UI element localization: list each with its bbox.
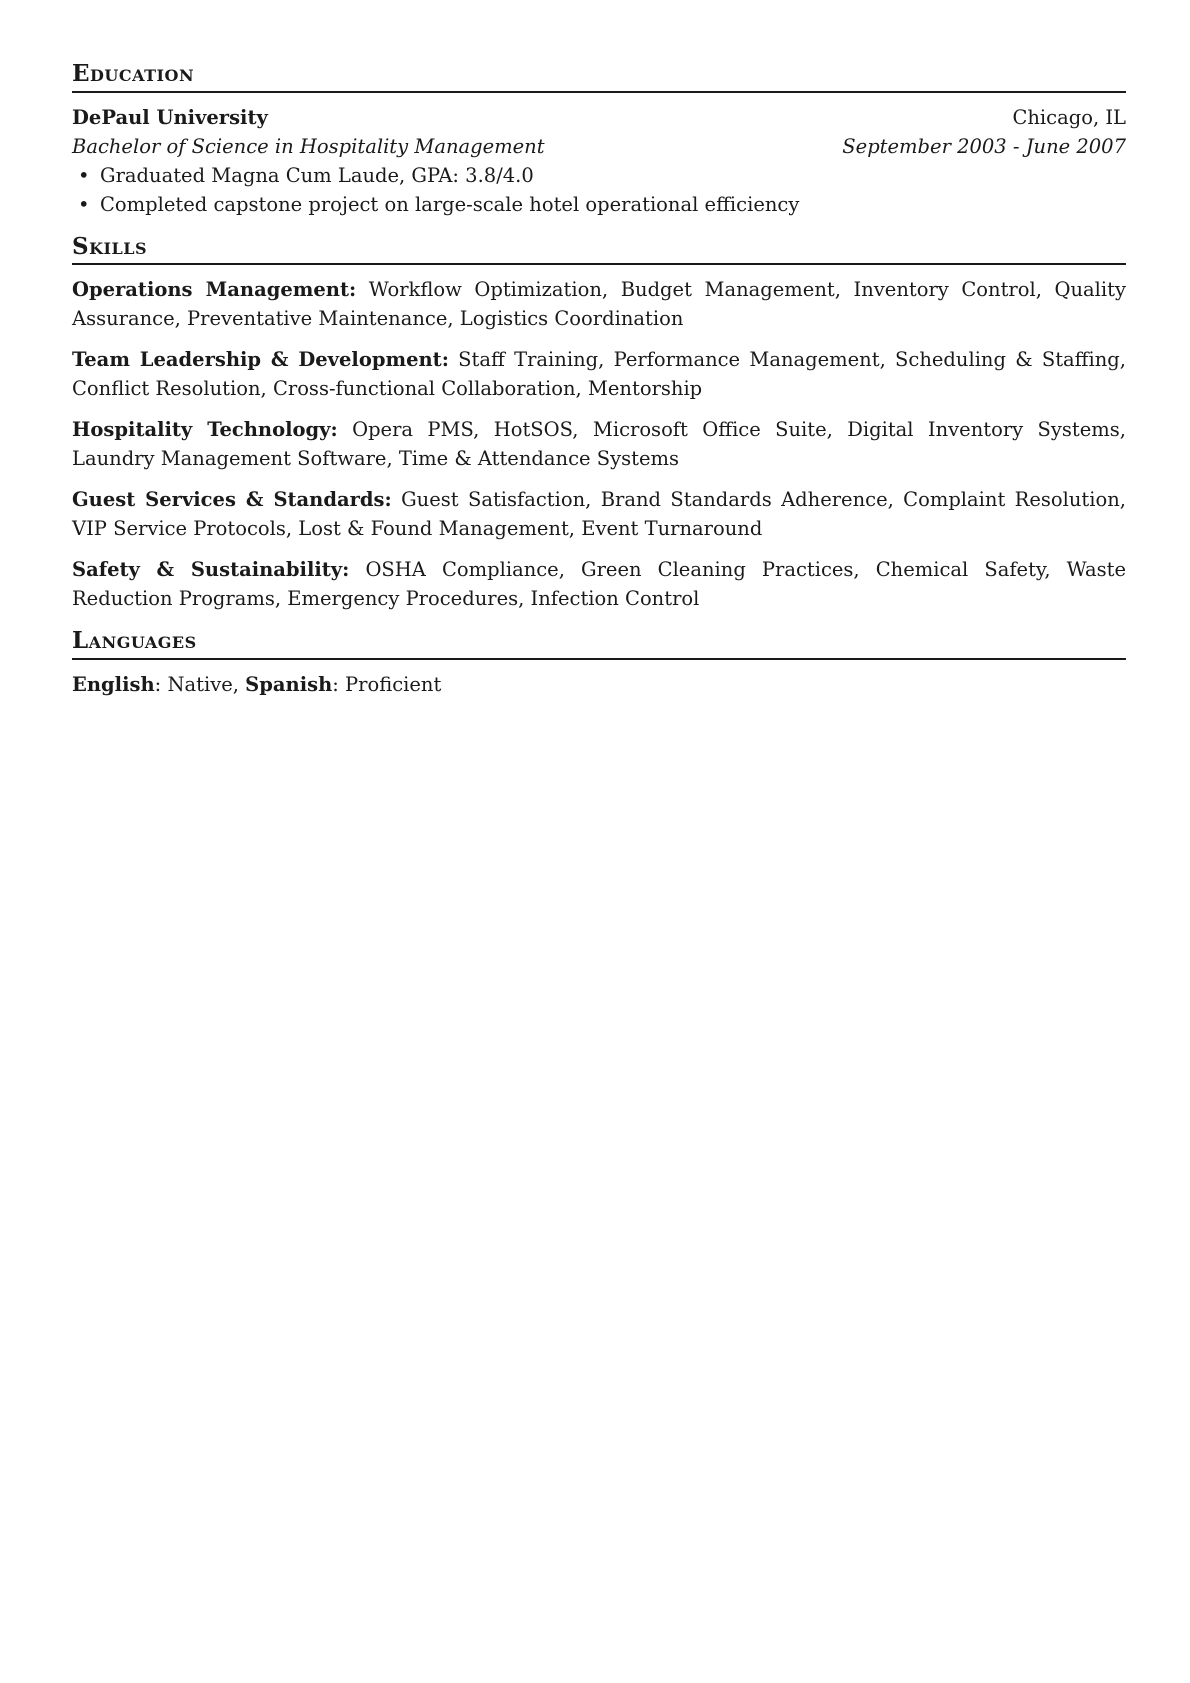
language-separator: , [232, 672, 246, 696]
education-bullets [72, 161, 1126, 219]
skill-label: Hospitality Technology: [72, 418, 338, 442]
language-separator: : [332, 672, 346, 696]
list-item [72, 190, 1126, 219]
education-dates: September 2003 - June 2007 [842, 134, 1126, 158]
bullet-icon: • [78, 163, 90, 187]
section-title-languages: Languages [72, 627, 1126, 660]
education-degree-row [72, 132, 1126, 161]
school-name: DePaul University [72, 105, 268, 129]
language-name: English [72, 672, 155, 696]
skill-text: Workflow Optimization, Budget Management, Inventory Control, Quality Assurance, Preventative Maintenance, Logistics Coordination [72, 278, 1126, 331]
skill-text: Staff Training, Performance Management, Scheduling & Staffing, Conflict Resolution, Cross-functional Collaboration, Mentorship [72, 348, 1126, 401]
list-item [72, 161, 1126, 190]
skill-item [72, 555, 1126, 613]
skill-item [72, 415, 1126, 473]
languages-section [72, 627, 1126, 699]
language-level: Proficient [345, 672, 442, 696]
language-name: Spanish [245, 672, 333, 696]
skill-label: Team Leadership & Development: [72, 348, 449, 372]
bullet-icon: • [78, 192, 90, 216]
language-separator: : [154, 672, 168, 696]
skill-text: OSHA Compliance, Green Cleaning Practices, Chemical Safety, Waste Reduction Programs, Emergency Procedures, Infection Control [72, 558, 1127, 611]
skill-text: Opera PMS, HotSOS, Microsoft Office Suite, Digital Inventory Systems, Laundry Management Software, Time & Attendance Systems [72, 418, 1126, 471]
skill-label: Safety & Sustainability: [72, 558, 350, 582]
bullet-text: Completed capstone project on large-scale hotel operational efficiency [100, 192, 800, 216]
resume-page [72, 60, 1126, 713]
skill-item [72, 275, 1126, 333]
section-title-skills: Skills [72, 233, 1126, 266]
language-level: Native [167, 672, 233, 696]
education-header-row [72, 103, 1126, 132]
languages-line [72, 670, 1126, 699]
skill-label: Guest Services & Standards: [72, 488, 392, 512]
section-title-education: Education [72, 60, 1126, 93]
education-section [72, 60, 1126, 219]
school-location: Chicago, IL [1012, 105, 1126, 129]
skills-section [72, 233, 1126, 614]
degree: Bachelor of Science in Hospitality Management [72, 134, 545, 158]
skill-text: Guest Satisfaction, Brand Standards Adherence, Complaint Resolution, VIP Service Protocols, Lost & Found Management, Event Turnaround [72, 488, 1126, 541]
skill-item [72, 485, 1126, 543]
skill-item [72, 345, 1126, 403]
bullet-text: Graduated Magna Cum Laude, GPA: 3.8/4.0 [100, 163, 534, 187]
skill-label: Operations Management: [72, 278, 357, 302]
